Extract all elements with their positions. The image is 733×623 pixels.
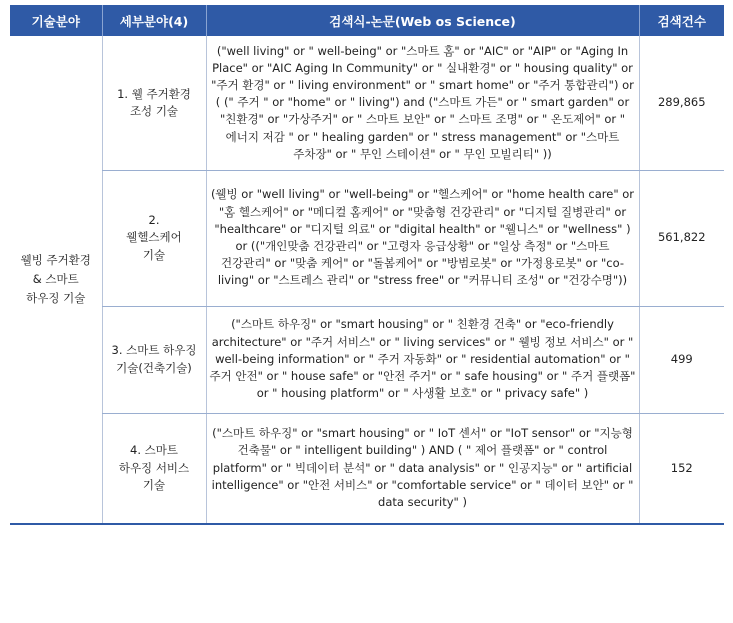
query-cell: ("스마트 하우징" or "smart housing" or " IoT 센서" or "IoT sensor" or "지능형 건축물" or " intelligent building" ) AND ( " 제어 플랫폼" or " control platform" or " 빅데이터 분석" or " data analysis" or " 인공지능" or " artificial intelligence" or "안전 서비스" or "comfortable service" or " 데이터 보안" or " data security" ) [206,413,639,524]
count-cell: 152 [639,413,724,524]
query-cell: ("스마트 하우징" or "smart housing" or " 친환경 건축" or "eco-friendly architecture" or "주거 서비스" or " living services" or " 웰빙 정보 서비스" or " well-being information" or " 주거 자동화" or " residential automation" or " 주거 안전" or " house safe" or "안전 주거" or " safe housing" or " 주거 플랫폼" or " housing platform" or " 사생활 보호" or " privacy safe" ) [206,306,639,413]
table-row [10,306,724,413]
subfield-cell: 1. 웰 주거환경 조성 기술 [102,36,206,170]
header-subfield: 세부분야(4) [102,5,206,36]
count-cell: 561,822 [639,170,724,306]
table-row [10,36,724,170]
tech-field-cell [10,36,102,524]
table-row [10,170,724,306]
header-tech-field: 기술분야 [10,5,102,36]
header-search-query: 검색식-논문(Web os Science) [206,5,639,36]
table-row [10,413,724,524]
subfield-cell: 3. 스마트 하우징 기술(건축기술) [102,306,206,413]
subfield-cell: 2. 웰헬스케어 기술 [102,170,206,306]
table-header-row [10,5,724,36]
count-cell: 289,865 [639,36,724,170]
count-cell: 499 [639,306,724,413]
search-query-table [10,5,724,525]
query-cell: ("well living" or " well-being" or "스마트 홈" or "AIC" or "AIP" or "Aging In Place" or "AIC Aging In Community" or " 실내환경" or " housing quality" or "주거 환경" or " living environment" or " smart home" or "주거 통합관리") or ( (" 주거 " or "home" or " living") and ("스마트 가든" or " smart garden" or "친환경" or "가상주거" or " 스마트 보안" or " 스마트 조명" or " 온도제어" or " 에너지 저감 " or " healing garden" or " stress management" or "스마트 주차장" or " 무인 스테이션" or " 무인 모빌리티" )) [206,36,639,170]
query-cell: (웰빙 or "well living" or "well-being" or "헬스케어" or "home health care" or "홈 헬스케어" or "메디컬 홈케어" or "맞춤형 건강관리" or "디지털 질병관리" or "healthcare" or "디지털 의료" or "digital health" or "웰니스" or "wellness" ) or (("개인맞춤 건강관리" or "고령자 응급상황" or "일상 측정" or "스마트 건강관리" or "맞춤 케어" or "돌봄케어" or "방범로봇" or "가정용로봇" or "co-living" or "스트레스 관리" or "stress free" or "커뮤니티 조성" or "건강수명")) [206,170,639,306]
subfield-cell: 4. 스마트 하우징 서비스 기술 [102,413,206,524]
header-search-count: 검색건수 [639,5,724,36]
tech-field-label: 웰빙 주거환경 & 스마트 하우징 기술 [20,253,91,305]
